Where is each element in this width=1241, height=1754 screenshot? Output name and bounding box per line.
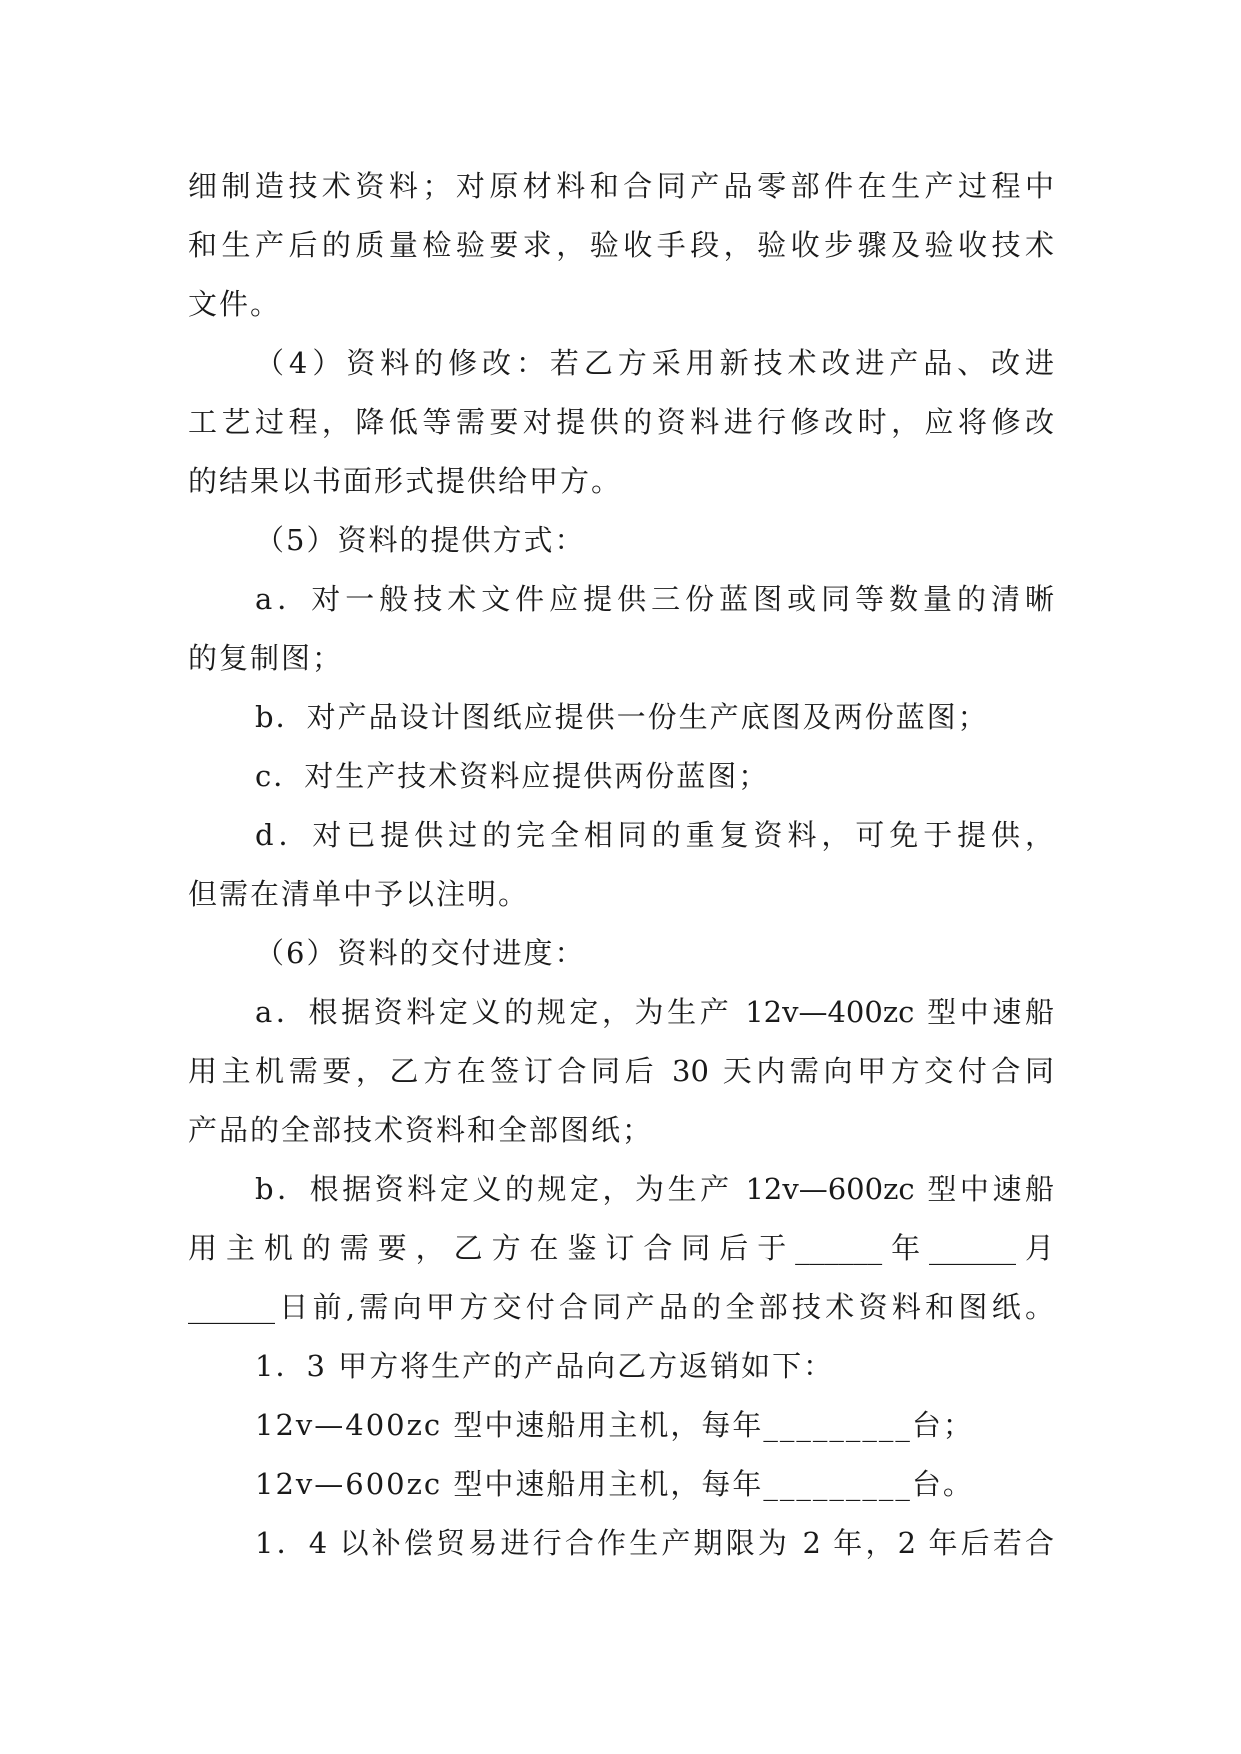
text-line: （5）资料的提供方式： — [255, 523, 586, 557]
text-line: 1．3 甲方将生产的产品向乙方返销如下： — [255, 1349, 835, 1383]
text-line: （4）资料的修改：若乙方采用新技术改进产品、改进 — [255, 346, 1054, 380]
text-line: 12v—400zc 型中速船用主机，每年_________台； — [255, 1408, 974, 1442]
text-line: 的复制图； — [188, 641, 344, 675]
text-line: 1．4 以补偿贸易进行合作生产期限为 2 年，2 年后若合 — [255, 1526, 1054, 1560]
text-line: b．对产品设计图纸应提供一份生产底图及两份蓝图； — [255, 700, 989, 734]
text-line: 工艺过程，降低等需要对提供的资料进行修改时，应将修改 — [188, 405, 1054, 439]
text-line: 和生产后的质量检验要求，验收手段，验收步骤及验收技术 — [188, 228, 1054, 262]
text-line: a．对一般技术文件应提供三份蓝图或同等数量的清晰 — [255, 582, 1054, 616]
text-line: （6）资料的交付进度： — [255, 936, 586, 970]
text-line: 的结果以书面形式提供给甲方。 — [188, 464, 623, 498]
text-line: 用主机的需要，乙方在鉴订合同后于______年______月 — [188, 1231, 1054, 1265]
text-line: ______日前,需向甲方交付合同产品的全部技术资料和图纸。 — [188, 1290, 1054, 1324]
text-line: 产品的全部技术资料和全部图纸； — [188, 1113, 654, 1147]
text-line: c．对生产技术资料应提供两份蓝图； — [255, 759, 770, 793]
text-line: 12v—600zc 型中速船用主机，每年_________台。 — [255, 1467, 974, 1501]
text-line: 用主机需要，乙方在签订合同后 30 天内需向甲方交付合同 — [188, 1054, 1054, 1088]
text-line: b．根据资料定义的规定，为生产 12v—600zc 型中速船 — [255, 1172, 1054, 1206]
text-line: a．根据资料定义的规定，为生产 12v—400zc 型中速船 — [255, 995, 1054, 1029]
text-line: 细制造技术资料；对原材料和合同产品零部件在生产过程中 — [188, 169, 1054, 203]
text-line: 文件。 — [188, 287, 282, 321]
text-line: 但需在清单中予以注明。 — [188, 877, 530, 911]
text-line: d．对已提供过的完全相同的重复资料，可免于提供， — [255, 818, 1054, 852]
document-body — [188, 157, 1054, 1573]
